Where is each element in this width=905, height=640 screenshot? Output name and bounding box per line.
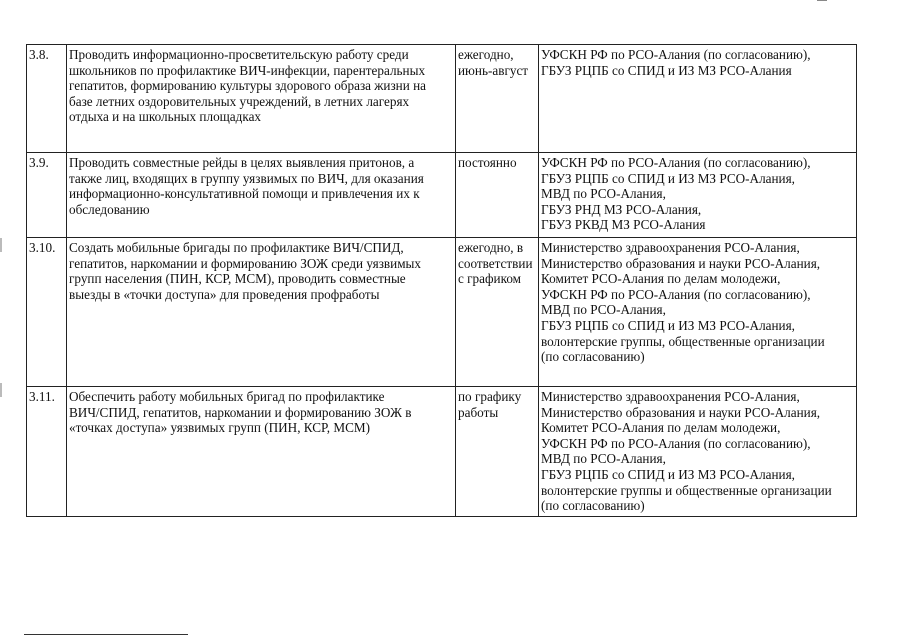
- executor-line: ГБУЗ РЦПБ со СПИД и ИЗ МЗ РСО-Алания,: [541, 466, 795, 482]
- scan-mark: [817, 0, 827, 1]
- executors-cell: [539, 45, 857, 153]
- executor-line: ГБУЗ РЦПБ со СПИД и ИЗ МЗ РСО-Алания,: [541, 170, 795, 186]
- action-cell: [67, 153, 456, 238]
- executor-line: волонтерские группы, общественные организации: [541, 333, 825, 349]
- action-text-line: обследованию: [69, 201, 150, 217]
- executor-line: МВД по РСО-Алания,: [541, 186, 666, 202]
- term-cell: [456, 45, 539, 153]
- term-text-line: июнь-август: [458, 62, 529, 78]
- action-text-line: также лиц, входящих в группу уязвимых по ВИЧ, для оказания: [69, 170, 424, 186]
- executor-line: ГБУЗ РКВД МЗ РСО-Алания: [541, 217, 706, 233]
- table-row: [27, 45, 857, 153]
- executors-cell: [539, 153, 857, 238]
- executor-line: Министерство образования и науки РСО-Алания,: [541, 255, 821, 271]
- action-text-line: Проводить совместные рейды в целях выявления притонов, а: [69, 155, 415, 170]
- table-row: [27, 387, 857, 517]
- executor-line: волонтерские группы и общественные организации: [541, 482, 832, 498]
- term-cell: [456, 238, 539, 387]
- executor-line: УФСКН РФ по РСО-Алания (по согласованию),: [541, 435, 811, 451]
- executor-line: УФСКН РФ по РСО-Алания (по согласованию),: [541, 155, 811, 170]
- action-text-line: «точках доступа» уязвимых групп (ПИН, КСР, МСМ): [69, 420, 370, 436]
- executor-line: Комитет РСО-Алания по делам молодежи,: [541, 420, 781, 436]
- action-plan-table: [26, 44, 857, 517]
- executor-line: Министерство образования и науки РСО-Алания,: [541, 404, 821, 420]
- scan-edge-mark: [0, 238, 2, 252]
- executor-line: Министерство здравоохранения РСО-Алания,: [541, 389, 800, 404]
- action-text-line: гепатитов, формированию культуры здорового образа жизни на: [69, 78, 427, 94]
- executor-line: (по согласованию): [541, 349, 645, 365]
- term-text-line: постоянно: [458, 155, 517, 170]
- term-text-line: с графиком: [458, 271, 522, 287]
- action-text-line: выезды в «точки доступа» для проведения профработы: [69, 286, 380, 302]
- executor-line: УФСКН РФ по РСО-Алания (по согласованию),: [541, 286, 811, 302]
- action-text-line: базе летних оздоровительных учреждений, в летних лагерях: [69, 93, 410, 109]
- executors-cell: [539, 387, 857, 517]
- action-text-line: Обеспечить работу мобильных бригад по профилактике: [69, 389, 385, 404]
- term-text-line: ежегодно, в: [458, 240, 524, 255]
- footnote-separator: [24, 634, 188, 635]
- term-text-line: работы: [458, 404, 499, 420]
- action-cell: [67, 45, 456, 153]
- scan-edge-mark: [0, 383, 2, 397]
- item-number: 3.9.: [27, 153, 67, 238]
- executor-line: ГБУЗ РНД МЗ РСО-Алания,: [541, 201, 702, 217]
- action-text-line: ВИЧ/СПИД, гепатитов, наркомании и формированию ЗОЖ в: [69, 404, 412, 420]
- item-number: 3.8.: [27, 45, 67, 153]
- action-text-line: информационно-консультативной помощи и привлечения их к: [69, 186, 420, 202]
- item-number: 3.10.: [27, 238, 67, 387]
- action-text-line: Создать мобильные бригады по профилактике ВИЧ/СПИД,: [69, 240, 404, 255]
- action-text-line: Проводить информационно-просветительскую работу среди: [69, 47, 409, 62]
- executor-line: МВД по РСО-Алания,: [541, 302, 666, 318]
- executor-line: Министерство здравоохранения РСО-Алания,: [541, 240, 800, 255]
- item-number: 3.11.: [27, 387, 67, 517]
- term-text-line: соответствии: [458, 255, 533, 271]
- executor-line: (по согласованию): [541, 498, 645, 514]
- action-text-line: школьников по профилактике ВИЧ-инфекции, парентеральных: [69, 62, 426, 78]
- term-text-line: ежегодно,: [458, 47, 514, 62]
- executor-line: УФСКН РФ по РСО-Алания (по согласованию),: [541, 47, 811, 62]
- table-row: [27, 238, 857, 387]
- executors-cell: [539, 238, 857, 387]
- action-text-line: отдыха и на школьных площадках: [69, 109, 262, 125]
- term-cell: [456, 387, 539, 517]
- table-row: [27, 153, 857, 238]
- action-text-line: гепатитов, наркомании и формированию ЗОЖ среди уязвимых: [69, 255, 422, 271]
- action-cell: [67, 387, 456, 517]
- executor-line: МВД по РСО-Алания,: [541, 451, 666, 467]
- action-text-line: групп населения (ПИН, КСР, МСМ), проводить совместные: [69, 271, 406, 287]
- term-text-line: по графику: [458, 389, 522, 404]
- executor-line: ГБУЗ РЦПБ со СПИД и ИЗ МЗ РСО-Алания,: [541, 317, 795, 333]
- action-cell: [67, 238, 456, 387]
- executor-line: ГБУЗ РЦПБ со СПИД и ИЗ МЗ РСО-Алания: [541, 62, 792, 78]
- executor-line: Комитет РСО-Алания по делам молодежи,: [541, 271, 781, 287]
- term-cell: [456, 153, 539, 238]
